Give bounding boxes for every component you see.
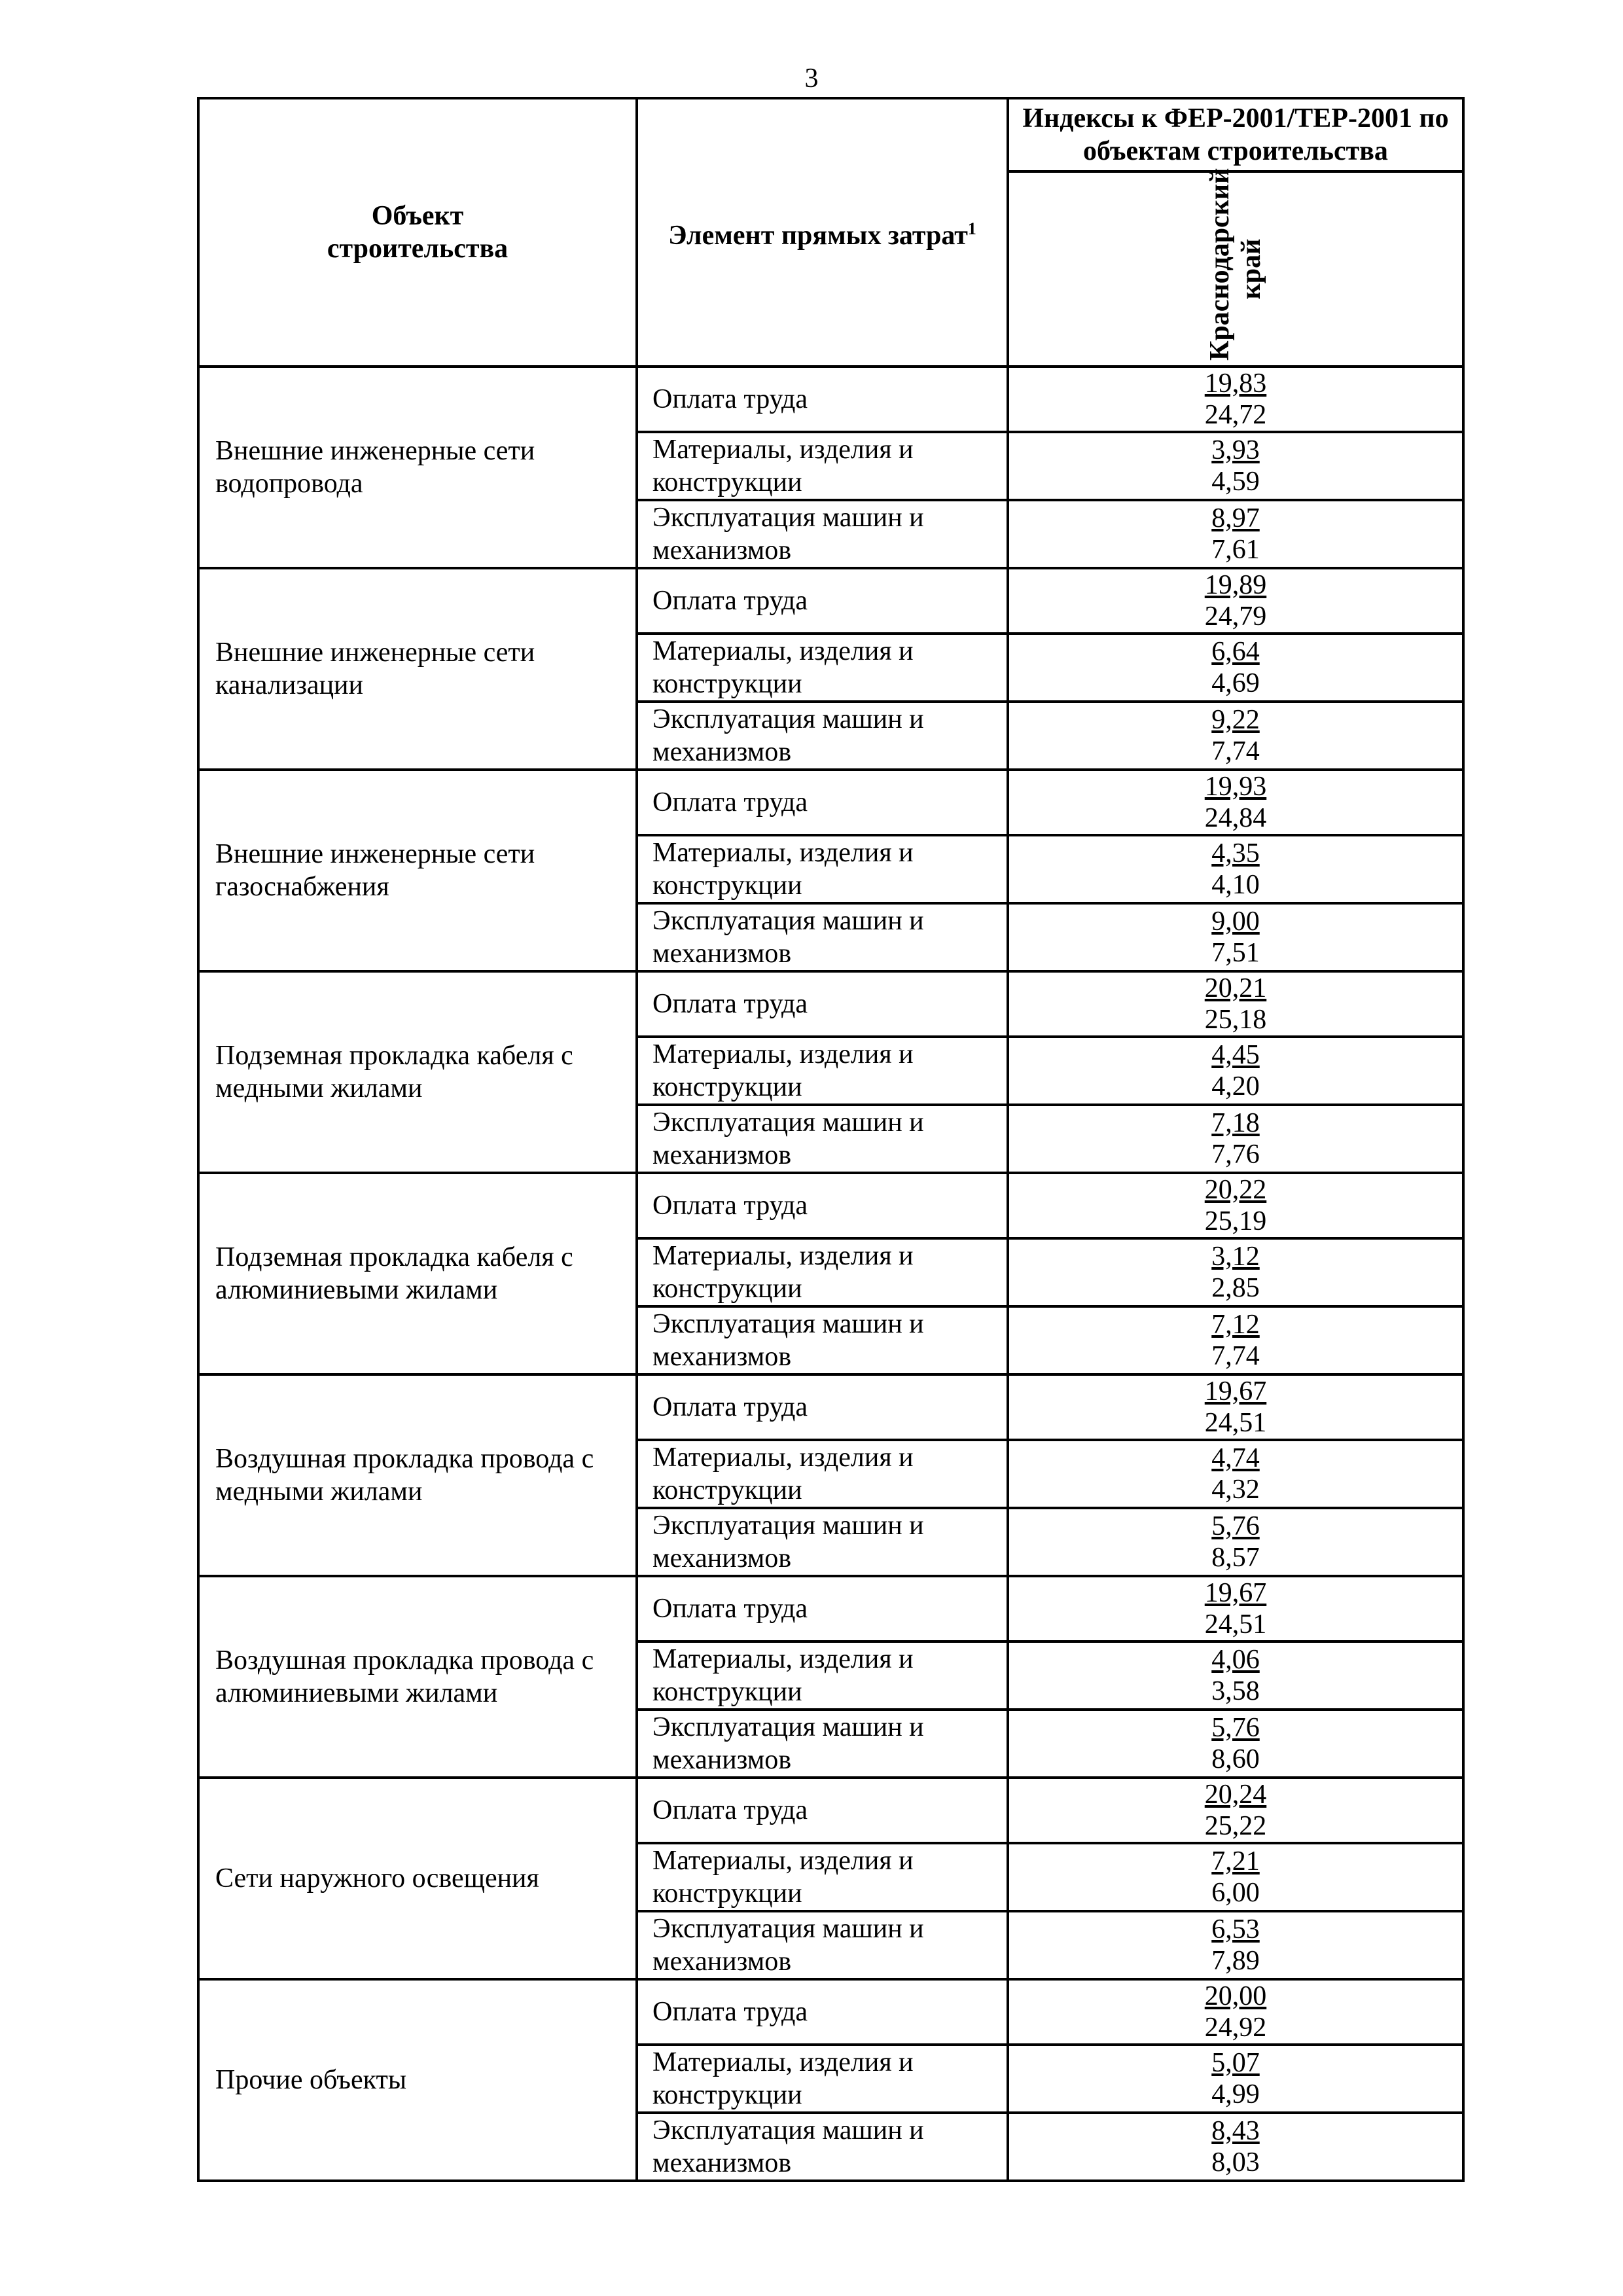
element-name: Эксплуатация машин и механизмов — [652, 1309, 924, 1372]
element-name: Оплата труда — [652, 787, 808, 817]
index-value-ter: 24,92 — [1204, 2013, 1267, 2043]
index-value-ter: 3,58 — [1211, 1676, 1260, 1706]
index-value-fer: 7,21 — [1211, 1846, 1260, 1876]
element-name: Материалы, изделия и конструкции — [652, 2047, 914, 2110]
element-cell — [637, 432, 1008, 500]
table-row — [198, 568, 1463, 634]
index-value-cell — [1008, 1843, 1463, 1911]
table-row — [198, 1979, 1463, 2045]
element-name: Оплата труда — [652, 1191, 808, 1221]
element-cell — [637, 1105, 1008, 1173]
index-value-fer: 19,89 — [1204, 570, 1267, 600]
element-name: Оплата труда — [652, 384, 808, 414]
index-value-ter: 24,84 — [1204, 803, 1267, 833]
header-element-label: Элемент прямых затрат — [668, 221, 968, 251]
index-value-fer: 20,24 — [1204, 1780, 1267, 1810]
index-value-cell — [1008, 1778, 1463, 1843]
index-value-cell — [1008, 367, 1463, 432]
index-value-fer: 6,64 — [1211, 637, 1260, 667]
index-value-ter: 7,74 — [1211, 736, 1260, 766]
index-value-fer: 20,21 — [1204, 973, 1267, 1003]
index-value-cell — [1008, 432, 1463, 500]
object-name: Воздушная прокладка провода с алюминиевыми жилами — [215, 1645, 594, 1708]
object-name: Внешние инженерные сети канализации — [215, 637, 535, 700]
table-row — [198, 367, 1463, 432]
object-name: Внешние инженерные сети водопровода — [215, 436, 535, 499]
element-cell — [637, 367, 1008, 432]
element-cell — [637, 1576, 1008, 1641]
index-value-ter: 4,69 — [1211, 668, 1260, 698]
index-value-cell — [1008, 1173, 1463, 1238]
index-value-cell — [1008, 1037, 1463, 1105]
index-table — [197, 97, 1465, 2182]
object-name: Прочие объекты — [215, 2065, 407, 2095]
index-value-ter: 7,51 — [1211, 938, 1260, 968]
element-cell — [637, 1911, 1008, 1979]
index-value-ter: 8,60 — [1211, 1744, 1260, 1774]
index-value-fer: 8,97 — [1211, 503, 1260, 533]
index-value-ter: 25,22 — [1204, 1811, 1267, 1841]
element-cell — [637, 1173, 1008, 1238]
element-cell — [637, 903, 1008, 971]
object-cell — [198, 1374, 637, 1576]
element-cell — [637, 2113, 1008, 2181]
index-value-cell — [1008, 1238, 1463, 1306]
index-value-fer: 4,74 — [1211, 1443, 1260, 1473]
index-value-fer: 9,00 — [1211, 906, 1260, 937]
index-value-cell — [1008, 702, 1463, 770]
element-name: Материалы, изделия и конструкции — [652, 435, 914, 497]
object-cell — [198, 1173, 637, 1374]
index-value-fer: 7,18 — [1211, 1108, 1260, 1138]
object-cell — [198, 367, 637, 568]
element-cell — [637, 1440, 1008, 1508]
index-value-ter: 4,10 — [1211, 870, 1260, 900]
index-value-fer: 9,22 — [1211, 705, 1260, 735]
index-value-ter: 8,03 — [1211, 2147, 1260, 2178]
element-cell — [637, 568, 1008, 634]
object-cell — [198, 1576, 637, 1778]
index-value-fer: 19,67 — [1204, 1578, 1267, 1608]
index-value-ter: 25,19 — [1204, 1206, 1267, 1236]
element-cell — [637, 1374, 1008, 1440]
table-body — [198, 367, 1463, 2181]
header-object — [198, 98, 637, 367]
element-name: Эксплуатация машин и механизмов — [652, 503, 924, 565]
index-value-fer: 6,53 — [1211, 1914, 1260, 1945]
element-cell — [637, 634, 1008, 702]
element-cell — [637, 971, 1008, 1037]
table-row — [198, 971, 1463, 1037]
object-name: Подземная прокладка кабеля с алюминиевыми жилами — [215, 1242, 573, 1305]
header-region-label: Краснодарский край — [1205, 168, 1266, 361]
element-cell — [637, 1306, 1008, 1374]
element-name: Материалы, изделия и конструкции — [652, 1846, 914, 1909]
element-name: Оплата труда — [652, 1795, 808, 1825]
index-value-ter: 24,79 — [1204, 601, 1267, 632]
index-value-ter: 7,74 — [1211, 1341, 1260, 1371]
index-value-ter: 4,32 — [1211, 1475, 1260, 1505]
object-name: Сети наружного освещения — [215, 1863, 539, 1893]
element-name: Оплата труда — [652, 1594, 808, 1624]
index-value-fer: 3,12 — [1211, 1242, 1260, 1272]
index-value-fer: 19,67 — [1204, 1376, 1267, 1407]
index-value-cell — [1008, 1105, 1463, 1173]
index-value-ter: 7,89 — [1211, 1946, 1260, 1976]
index-value-ter: 7,76 — [1211, 1139, 1260, 1170]
index-value-fer: 19,93 — [1204, 772, 1267, 802]
index-value-cell — [1008, 1306, 1463, 1374]
index-value-cell — [1008, 500, 1463, 568]
index-value-ter: 4,59 — [1211, 467, 1260, 497]
index-value-cell — [1008, 1710, 1463, 1778]
table-row — [198, 1576, 1463, 1641]
header-element — [637, 98, 1008, 367]
element-name: Материалы, изделия и конструкции — [652, 1443, 914, 1505]
index-value-fer: 4,45 — [1211, 1040, 1260, 1070]
element-name: Оплата труда — [652, 586, 808, 616]
index-value-cell — [1008, 1641, 1463, 1710]
footnote-marker: 1 — [967, 219, 976, 238]
index-value-fer: 19,83 — [1204, 368, 1267, 399]
index-value-cell — [1008, 770, 1463, 835]
element-cell — [637, 1508, 1008, 1576]
element-cell — [637, 1979, 1008, 2045]
element-cell — [637, 1238, 1008, 1306]
page-number: 3 — [804, 63, 819, 94]
index-value-cell — [1008, 2045, 1463, 2113]
table-row — [198, 1173, 1463, 1238]
index-value-ter: 25,18 — [1204, 1005, 1267, 1035]
index-value-fer: 7,12 — [1211, 1310, 1260, 1340]
element-name: Материалы, изделия и конструкции — [652, 1039, 914, 1102]
element-name: Эксплуатация машин и механизмов — [652, 1511, 924, 1573]
element-cell — [637, 770, 1008, 835]
index-value-fer: 4,06 — [1211, 1645, 1260, 1675]
element-name: Оплата труда — [652, 1997, 808, 2027]
element-cell — [637, 1037, 1008, 1105]
element-cell — [637, 1710, 1008, 1778]
index-value-ter: 8,57 — [1211, 1543, 1260, 1573]
element-cell — [637, 500, 1008, 568]
index-value-ter: 7,61 — [1211, 535, 1260, 565]
index-value-cell — [1008, 1576, 1463, 1641]
element-name: Эксплуатация машин и механизмов — [652, 1107, 924, 1170]
index-value-cell — [1008, 634, 1463, 702]
index-value-ter: 24,51 — [1204, 1408, 1267, 1438]
object-name: Подземная прокладка кабеля с медными жилами — [215, 1041, 573, 1103]
object-cell — [198, 971, 637, 1173]
object-cell — [198, 1979, 637, 2181]
index-value-cell — [1008, 1911, 1463, 1979]
element-name: Материалы, изделия и конструкции — [652, 1241, 914, 1304]
element-cell — [637, 702, 1008, 770]
index-value-fer: 4,35 — [1211, 838, 1260, 869]
index-value-cell — [1008, 1440, 1463, 1508]
object-cell — [198, 568, 637, 770]
element-name: Оплата труда — [652, 989, 808, 1019]
header-index — [1008, 98, 1463, 171]
index-value-cell — [1008, 971, 1463, 1037]
index-value-cell — [1008, 1508, 1463, 1576]
element-cell — [637, 1778, 1008, 1843]
index-value-ter: 4,99 — [1211, 2079, 1260, 2109]
object-name: Внешние инженерные сети газоснабжения — [215, 839, 535, 902]
object-cell — [198, 770, 637, 971]
element-cell — [637, 835, 1008, 903]
element-name: Эксплуатация машин и механизмов — [652, 906, 924, 969]
index-value-ter: 4,20 — [1211, 1071, 1260, 1102]
index-value-cell — [1008, 1374, 1463, 1440]
index-value-cell — [1008, 568, 1463, 634]
table-row — [198, 1374, 1463, 1440]
element-name: Эксплуатация машин и механизмов — [652, 2115, 924, 2178]
object-cell — [198, 1778, 637, 1979]
index-value-ter: 24,72 — [1204, 400, 1267, 430]
index-value-fer: 8,43 — [1211, 2116, 1260, 2146]
index-value-fer: 20,00 — [1204, 1981, 1267, 2011]
element-name: Оплата труда — [652, 1392, 808, 1422]
element-cell — [637, 1843, 1008, 1911]
element-cell — [637, 1641, 1008, 1710]
object-name: Воздушная прокладка провода с медными жилами — [215, 1444, 594, 1507]
element-name: Материалы, изделия и конструкции — [652, 636, 914, 699]
index-value-cell — [1008, 835, 1463, 903]
index-value-fer: 5,76 — [1211, 1511, 1260, 1541]
header-object-label: Объект строительства — [327, 201, 508, 264]
element-name: Эксплуатация машин и механизмов — [652, 1914, 924, 1977]
header-region — [1008, 168, 1463, 367]
index-value-fer: 5,07 — [1211, 2048, 1260, 2078]
header-index-label: Индексы к ФЕР-2001/ТЕР-2001 по объектам строительства — [1022, 103, 1449, 166]
table-row — [198, 770, 1463, 835]
index-value-ter: 6,00 — [1211, 1878, 1260, 1908]
element-cell — [637, 2045, 1008, 2113]
index-value-fer: 3,93 — [1211, 435, 1260, 465]
element-name: Эксплуатация машин и механизмов — [652, 704, 924, 767]
index-value-cell — [1008, 903, 1463, 971]
element-name: Материалы, изделия и конструкции — [652, 838, 914, 901]
index-value-ter: 2,85 — [1211, 1273, 1260, 1303]
index-value-cell — [1008, 1979, 1463, 2045]
table-row — [198, 1778, 1463, 1843]
element-name: Материалы, изделия и конструкции — [652, 1644, 914, 1707]
index-value-cell — [1008, 2113, 1463, 2181]
index-value-fer: 20,22 — [1204, 1175, 1267, 1205]
element-name: Эксплуатация машин и механизмов — [652, 1712, 924, 1775]
index-value-ter: 24,51 — [1204, 1609, 1267, 1640]
index-value-fer: 5,76 — [1211, 1713, 1260, 1743]
